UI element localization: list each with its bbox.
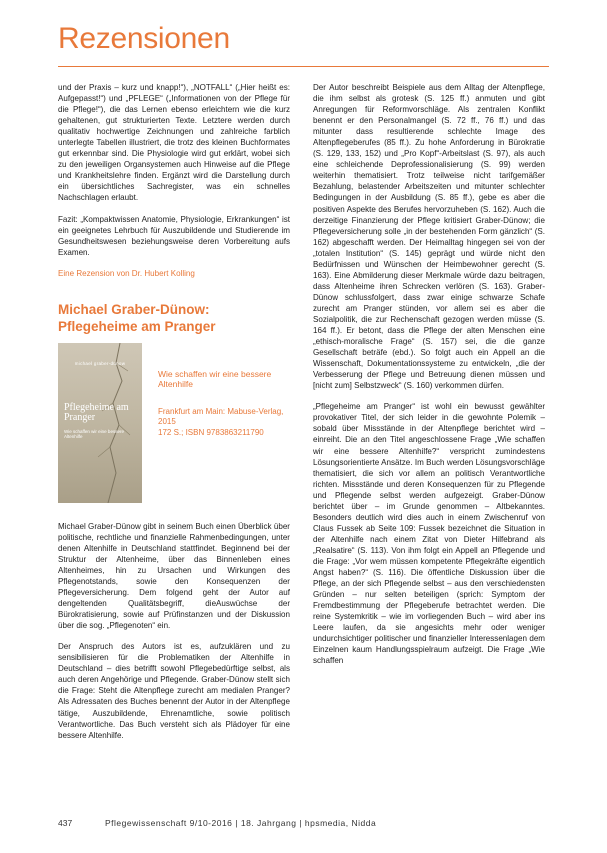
- paragraph: „Pflegeheime am Pranger“ ist wohl ein bewusst gewählter provokativer Titel, der sich leider in die gewohnte Polemik – sobald über Missstände in der Altenpflege berichtet wird – einreiht. Die an den Titel angeschlossene Frage „Wie schaffen wir eine bessere Altenhilfe?“ verspricht zumindestens Lösungsorientierte Ansätze. Im Buch werden Lösungsvorschläge thematisiert, die sich vor allem an politisch Verantwortliche richten. Missstände und deren Konsequenzen für zu Pflegende und Pflegende selbst werden aufgezeigt. Graber-Dünow berichtet über – im Grunde genommen – Altbekanntes. Besonders deutlich wird dies auch in einem Zwischenruf von Claus Fussek ab Seite 109: Fussek bezeichnet die Situation in der Altenhilfe nach einem Zitat von Dieter Hilfebrand als „Realsatire“ (S. 113). Von ihm folgt ein Appell an Pflegende und die Frage: „Vor wem müssen kompetente Pflegekräfte eigentlich Angst haben?“ (S. 116). Die öffentliche Diskussion über die Pflege, an der sich Pflegende selbst – aus den verschiedensten Gründen – nur selten beteiligen (sprich: Symptom der Fremdbestimmung der Pflegeberufe betrachtet werden. Die reine Systemkritik – wie im vorliegenden Buch – wird aber ins Leere laufen, da sie angesichts mehr oder weniger undurchsichtiger politischer und finanzieller Interessenlagen dem Einzelnen kaum Handlungsspielraum aufzeigt. Die Frage „Wie schaffen: [313, 402, 545, 666]
- book-subtitle: Wie schaffen wir eine bessere Altenhilfe: [158, 368, 272, 390]
- reviewer-credit: Eine Rezension von Dr. Hubert Kolling: [58, 268, 195, 278]
- book-publisher: Frankfurt am Main: Mabuse-Verlag, 2015: [158, 406, 284, 427]
- header-divider: [58, 66, 549, 67]
- right-column: [313, 82, 545, 676]
- paragraph: Der Anspruch des Autors ist es, aufzuklären und zu sensibilisieren für die Problematiken der Altenhilfe in Deutschland – dies betrifft sowohl Pflegebedürftige selbst, als auch deren Angehörige und Pflegende. Graber-Dünow stellt sich die Frage: Steht die Altenpflege zurecht am medialen Pranger? Als Adressaten des Buches benennt der Autor in der Altenpflege tätige, Auszubildende, Ehrenamtliche, sowie politisch Verantwortliche. Das Buch versteht sich als Plädoyer für eine bessere Altenhilfe.: [58, 642, 290, 740]
- paragraph: Fazit: „Kompaktwissen Anatomie, Physiologie, Erkrankungen“ ist ein geeignetes Lehrbuch für Auszubildende und Studierende im Gesundheitswesen beziehungsweise deren Vorbereitung aufs Examen.: [58, 214, 290, 257]
- left-column: [58, 82, 290, 751]
- book-isbn: 172 S.; ISBN 9783863211790: [158, 427, 264, 437]
- cover-author: michael graber-dünow: [74, 360, 126, 366]
- paragraph: und der Praxis – kurz und knapp!“), „NOTFALL“ („Hier heißt es: Aufgepasst!“) und „PFLEGE“ („Informationen von der Pflege für die Pflege!“), die das Lernen ebenso erleichtern wie die kurz gehaltenen, gut strukturierten Texte. Letztere werden durch qualitativ hochwertige Zeichnungen und zahlreiche farblich unterlegte Tabellen illustriert, die trotz des kleinen Buchformates gut erkennbar sind. Die Physiologie wird gut erklärt, wobei sich zu den jeweiligen Organsystemen auch Hinweise auf die Pflege und Krankheitslehre finden. Ergänzt wird die Darstellung durch ein übersichtliches Sachregister, was ein schnelles Nachschlagen erlaubt.: [58, 83, 290, 203]
- paragraph: Michael Graber-Dünow gibt in seinem Buch einen Überblick über politische, rechtliche und finanzielle Rahmenbedingungen, unter denen Altenhilfe in Deutschland stattfindet. Beginnend bei der Struktur der Altenheime, über das Binnenleben eines Altenheimes, hin zu Ursachen und Wirkungen des Pflegenotstands, sowie den Konsequenzen der Pflegeversicherung. Dem folgend geht der Autor auf dengeltenden Qualitätsbegriff, dieAuswüchse der Bürokratisierung, sowie auf Prüfinstanzen und der Diskussion über die sog. „Pflegenoten“ ein.: [58, 521, 290, 631]
- book-cover-image: [58, 343, 142, 503]
- page-number: 437: [58, 818, 73, 828]
- paragraph: Der Autor beschreibt Beispiele aus dem Alltag der Altenpflege, die ihm selbst als grotesk (S. 125 ff.) anmuten und gibt Anregungen für Reformvorschläge. Als zentralen Konflikt benennt er den Personalmangel (S. 72 ff., 76 ff.) und das mitunter dass resultierende schlechte Image des Altenpflegeberufes (85 ff.). Zu hohe Anforderung in Bürokratie (S. 129, 133, 152) und „Pro Kopf“-Arbeitslast (S. 97), als auch eine schleichende Deprofessionalisierung (S. 99) werden weiterhin thematisiert. Trotz teilweise nicht tarifgemäßer Bezahlung, belastender Arbeitszeiten und mitunter schlechter Bedingungen in der Ausbildung (S. 85 ff.), gebe es aber die positiven Aspekte des Berufes hervorzuheben (S. 162). Auch die derzeitige Finanzierung der Pflege kritisiert Graber-Dünow; die Pflegeversicherung solle „in der bestehenden Form gänzlich“ (S. 162) abgeschafft werden. Der Heimalltag hingegen sei von der „totalen Institution“ (S. 145) geprägt und würde nicht den Bedürfnissen und Wünschen der Heimbewohner gerecht (S. 163). Eine Abmilderung dieser Merkmale würde dazu beitragen, dass Altenheime ihren Schrecken verlören (S. 163). Graber-Dünow schlussfolgert, dass zwar einige schwarze Schafe zurecht am Pranger stünden, vor allem sei es aber die Sozialpolitik, die zur Rechenschaft gezogen werden müsse (S. 164 ff.). Er betont, dass die Pflege der alten Menschen eine „ethisch-moralische Frage“ (S. 157) sei, die die ganze Gesellschaft beträfe (ebd.). So folgt auch ein Appell an die Wissenschaft, Dokumentationssysteme zu entwickeln, „die der Verbesserung der Pflege und Betreuung dienen müssen und [nicht zum] Selbstzweck“ (S. 160) verkommen dürfen.: [313, 83, 545, 391]
- journal-info: Pflegewissenschaft 9/10-2016 | 18. Jahrgang | hpsmedia, Nidda: [105, 818, 377, 828]
- book-publication-info: [158, 407, 290, 439]
- book-title: Michael Graber-Dünow: Pflegeheime am Pranger: [58, 301, 216, 334]
- page-title: Rezensionen: [58, 22, 230, 55]
- book-info: [58, 343, 290, 511]
- crack-decoration: [58, 343, 142, 503]
- cover-title: Pflegeheime am Pranger: [64, 401, 129, 423]
- cover-subtitle: Wie schaffen wir eine bessere Altenhilfe: [64, 428, 124, 439]
